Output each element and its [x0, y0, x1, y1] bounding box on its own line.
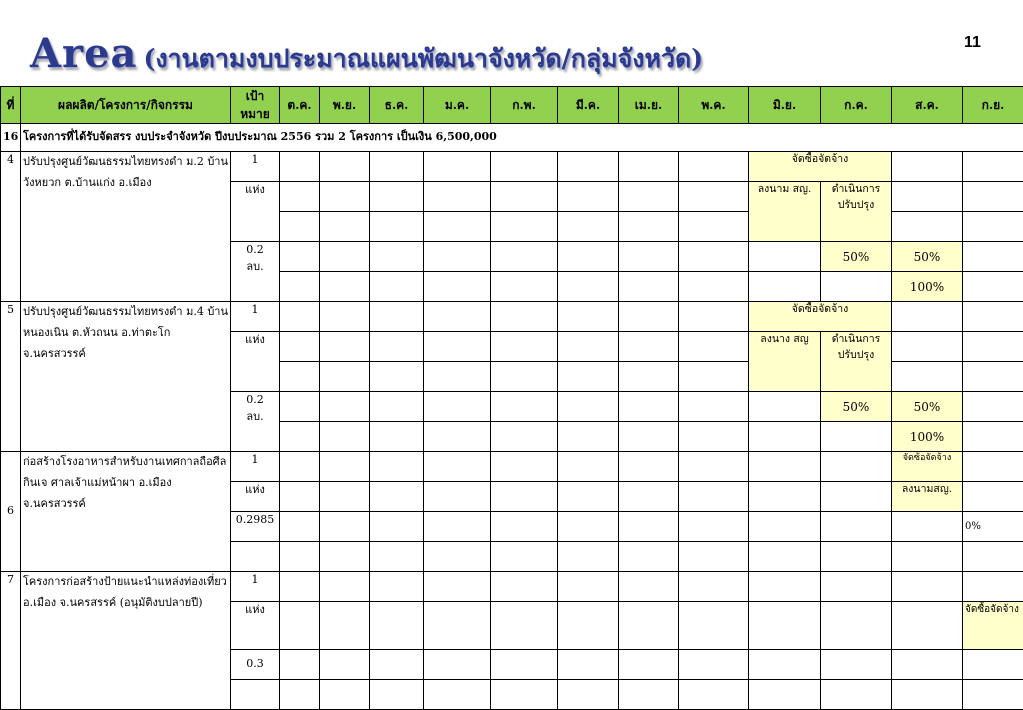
- project-no: 4: [1, 152, 21, 302]
- target-unit: แห่ง: [231, 602, 280, 650]
- project-name: ปรับปรุงศูนย์วัฒนธรรมไทยทรงดำ ม.2 บ้านวังหยวก ต.บ้านแก่ง อ.เมือง: [21, 152, 231, 302]
- section-row: [1, 124, 1023, 152]
- target-budget-value: 0.2985: [231, 512, 280, 542]
- header-mar: มี.ค.: [558, 87, 619, 124]
- sign-cell: ลงนามสญ.: [892, 482, 963, 512]
- target-budget-value: 0.3: [231, 650, 280, 680]
- project-no: 5: [1, 302, 21, 452]
- target-budget: [231, 392, 280, 452]
- target-unit: แห่ง: [231, 482, 280, 512]
- progress-sep: 0%: [963, 512, 1023, 542]
- target-unit: แห่ง: [231, 332, 280, 392]
- procure-cell: จัดซ้อจัดจ้าง: [892, 452, 963, 482]
- target-budget-value: 0.2: [246, 243, 264, 256]
- header-oct: ต.ค.: [280, 87, 320, 124]
- project-no: 7: [1, 572, 21, 710]
- section-text: โครงการที่ได้รับจัดสรร งบประจำจังหวัด ปีงบประมาณ 2556 รวม 2 โครงการ เป็นเงิน 6,500,000: [21, 124, 1023, 152]
- header-jan: ม.ค.: [424, 87, 491, 124]
- header-row: [1, 87, 1023, 124]
- header-feb: ก.พ.: [491, 87, 558, 124]
- target-value: 1: [231, 302, 280, 332]
- project-name: ก่อสร้างโรงอาหารสำหรับงานเทศกาลถือศีลกินเจ ศาลเจ้าแม่หน้าผา อ.เมือง จ.นครสวรรค์: [21, 452, 231, 572]
- progress-jul: 50%: [821, 392, 892, 422]
- header-sep: ก.ย.: [963, 87, 1023, 124]
- header-no: ที่: [1, 87, 21, 124]
- target-unit: แห่ง: [231, 182, 280, 242]
- header-may: พ.ค.: [679, 87, 749, 124]
- table-row: [1, 452, 1023, 482]
- plan-table: [0, 86, 1023, 710]
- header-dec: ธ.ค.: [370, 87, 424, 124]
- header-jul: ก.ค.: [821, 87, 892, 124]
- progress-jul: 50%: [821, 242, 892, 272]
- table-row: [1, 302, 1023, 332]
- sign-cell: ลงนาม สญ.: [749, 182, 821, 242]
- target-value: 1: [231, 452, 280, 482]
- project-name: ปรับปรุงศูนย์วัฒนธรรมไทยทรงดำ ม.4 บ้านหนองเนิน ต.หัวถนน อ.ท่าตะโก จ.นครสวรรค์: [21, 302, 231, 452]
- work-cell: ดำเนินการปรับปรุง: [821, 182, 892, 242]
- progress-aug: 50%: [892, 392, 963, 422]
- progress-aug-total: 100%: [892, 272, 963, 302]
- target-budget-value: 0.2: [246, 393, 264, 406]
- project-name: โครงการก่อสร้างป้ายแนะนำแหล่งท่องเที่ยว อ.เมือง จ.นครสรรค์ (อนุมัติงบปลายปี): [21, 572, 231, 710]
- target-value: 1: [231, 152, 280, 182]
- work-cell: ดำเนินการปรับปรุง: [821, 332, 892, 392]
- sign-cell: ลงนาง สญ: [749, 332, 821, 392]
- title-main: Area: [30, 30, 137, 77]
- procure-cell: จัดซื้อจัดจ้าง: [963, 602, 1023, 650]
- header-project: ผลผลิต/โครงการ/กิจกรรม: [21, 87, 231, 124]
- title-subtitle: (งานตามงบประมาณแผนพัฒนาจังหวัด/กลุ่มจังหวัด): [143, 44, 703, 73]
- procure-cell: จัดซื้อจัดจ้าง: [749, 152, 892, 182]
- header-aug: ส.ค.: [892, 87, 963, 124]
- header-jun: มิ.ย.: [749, 87, 821, 124]
- project-no: 6: [1, 452, 21, 572]
- header-apr: เม.ย.: [619, 87, 679, 124]
- page-title: [30, 30, 703, 80]
- progress-aug-total: 100%: [892, 422, 963, 452]
- procure-cell: จัดซื้อจัดจ้าง: [749, 302, 892, 332]
- header-nov: พ.ย.: [320, 87, 370, 124]
- header-target: เป้าหมาย: [231, 87, 280, 124]
- target-value: 1: [231, 572, 280, 602]
- table-row: [1, 572, 1023, 602]
- target-budget-unit: ลบ.: [246, 260, 263, 273]
- table-row: [1, 152, 1023, 182]
- target-budget-unit: ลบ.: [246, 410, 263, 423]
- section-no: 16: [1, 124, 21, 152]
- page-number: 11: [964, 34, 981, 52]
- progress-aug: 50%: [892, 242, 963, 272]
- target-budget: [231, 242, 280, 302]
